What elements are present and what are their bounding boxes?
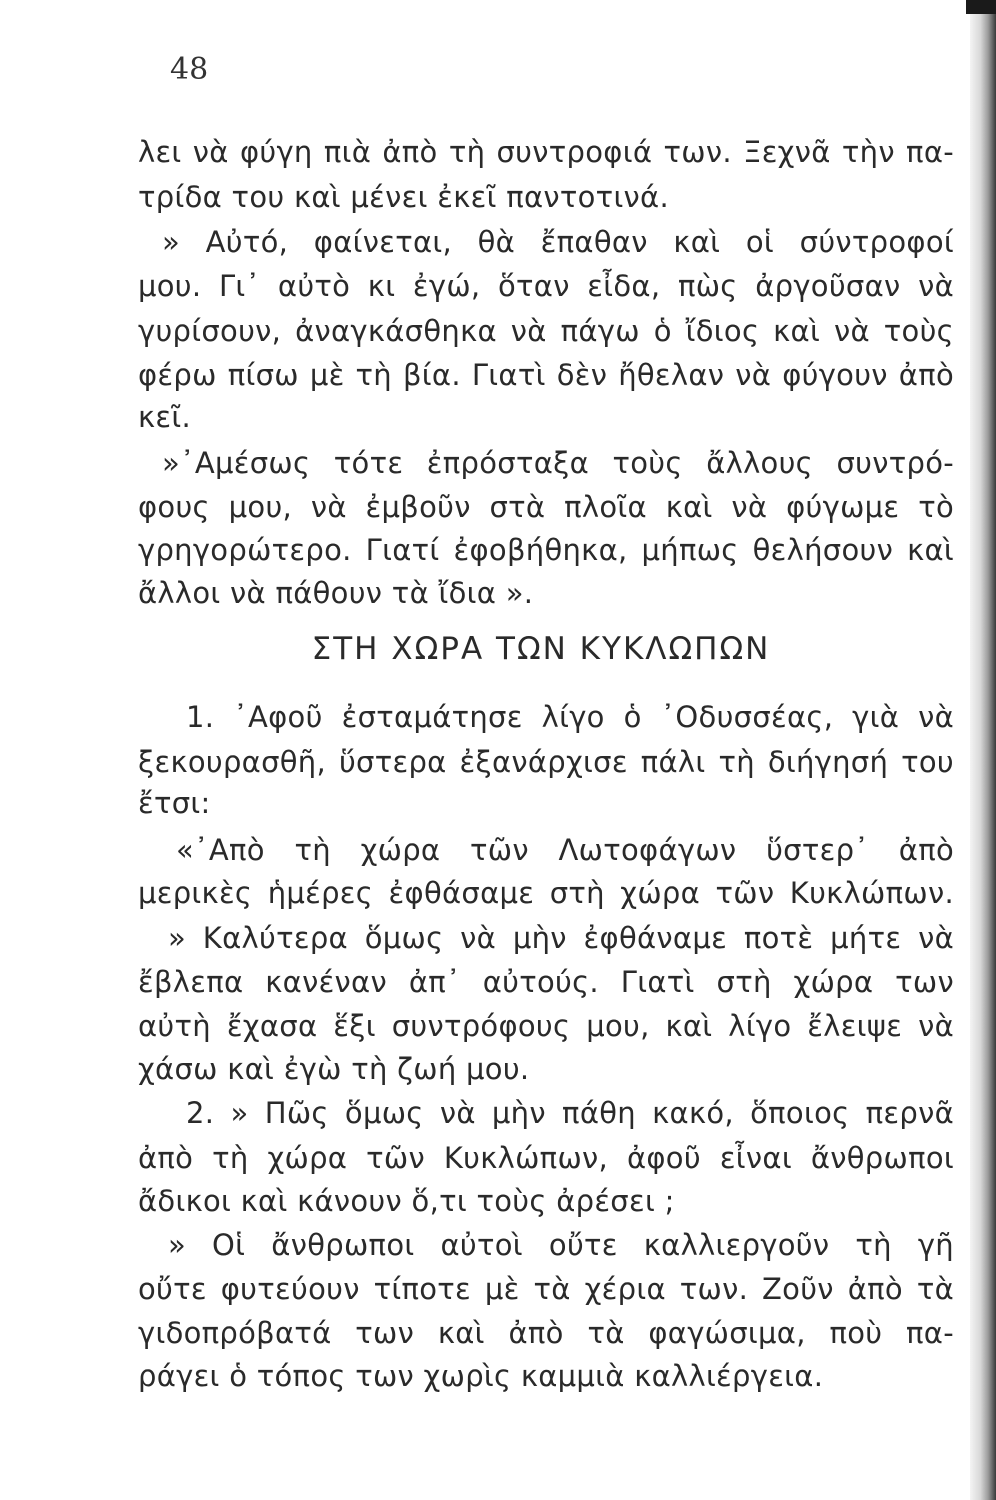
text-line: ξεκουρασθῆ, ὕστερα ἐξανάρχισε πάλι τὴ διήγησή του [138, 745, 954, 779]
text-line: » Αὐτό, φαίνεται, θὰ ἔπαθαν καὶ οἱ σύντροφοί [162, 225, 954, 259]
page-edge-shadow [970, 0, 996, 1500]
text-line: τρίδα του καὶ μένει ἐκεῖ παντοτινά. [138, 180, 669, 214]
text-line: 2. » Πῶς ὅμως νὰ μὴν πάθη κακό, ὅποιος περνᾶ [186, 1096, 954, 1130]
text-line: ἄδικοι καὶ κάνουν ὅ,τι τοὺς ἀρέσει ; [138, 1184, 675, 1218]
text-line: ἔβλεπα κανέναν ἀπ᾽ αὐτούς. Γιατὶ στὴ χώρα των [138, 965, 954, 999]
text-line: γυρίσουν, ἀναγκάσθηκα νὰ πάγω ὁ ἴδιος καὶ νὰ τοὺς [138, 314, 954, 348]
text-line: ράγει ὁ τόπος των χωρὶς καμμιὰ καλλιέργεια. [138, 1359, 824, 1393]
page-number: 48 [170, 52, 209, 87]
text-line: γρηγορώτερο. Γιατί ἐφοβήθηκα, μήπως θελήσουν καὶ [138, 533, 954, 567]
text-line: οὔτε φυτεύουν τίποτε μὲ τὰ χέρια των. Ζοῦν ἀπὸ τὰ [138, 1272, 954, 1306]
text-line: γιδοπρόβατά των καὶ ἀπὸ τὰ φαγώσιμα, ποὺ πα- [138, 1316, 954, 1350]
text-line: »᾽Αμέσως τότε ἐπρόσταξα τοὺς ἄλλους συντρό- [162, 446, 954, 480]
text-line: ἄλλοι νὰ πάθουν τὰ ἴδια ». [138, 576, 534, 610]
text-line: ἀπὸ τὴ χώρα τῶν Κυκλώπων, ἀφοῦ εἶναι ἄνθρωποι [138, 1141, 954, 1175]
page-text [128, 0, 954, 1500]
page-corner-shadow [966, 0, 996, 14]
text-line: φέρω πίσω μὲ τὴ βία. Γιατὶ δὲν ἤθελαν νὰ φύγουν ἀπὸ [138, 358, 954, 392]
text-line: 1. ᾽Αφοῦ ἐσταμάτησε λίγο ὁ ᾽Οδυσσέας, γιὰ νὰ [186, 700, 954, 734]
text-line: «᾽Απὸ τὴ χώρα τῶν Λωτοφάγων ὕστερ᾽ ἀπὸ [176, 833, 954, 867]
text-line: κεῖ. [138, 400, 191, 434]
text-line: μερικὲς ἡμέρες ἐφθάσαμε στὴ χώρα τῶν Κυκλώπων. [138, 876, 954, 910]
text-line: ἔτσι: [138, 786, 211, 820]
text-line: λει νὰ φύγη πιὰ ἀπὸ τὴ συντροφιά των. Ξεχνᾶ τὴν πα- [138, 135, 954, 169]
text-line: αὐτὴ ἔχασα ἕξι συντρόφους μου, καὶ λίγο ἔλειψε νὰ [138, 1009, 954, 1043]
text-line: χάσω καὶ ἐγὼ τὴ ζωή μου. [138, 1052, 530, 1086]
section-heading: ΣΤΗ ΧΩΡΑ ΤΩΝ ΚΥΚΛΩΠΩΝ [311, 631, 771, 667]
text-line: » Καλύτερα ὅμως νὰ μὴν ἐφθάναμε ποτὲ μήτε νὰ [168, 921, 954, 955]
text-line: » Οἱ ἄνθρωποι αὐτοὶ οὔτε καλλιεργοῦν τὴ γῆ [168, 1228, 954, 1262]
text-line: μου. Γι᾽ αὐτὸ κι ἐγώ, ὅταν εἶδα, πὼς ἀργοῦσαν νὰ [138, 269, 954, 303]
text-line: φους μου, νὰ ἐμβοῦν στὰ πλοῖα καὶ νὰ φύγωμε τὸ [138, 490, 954, 524]
